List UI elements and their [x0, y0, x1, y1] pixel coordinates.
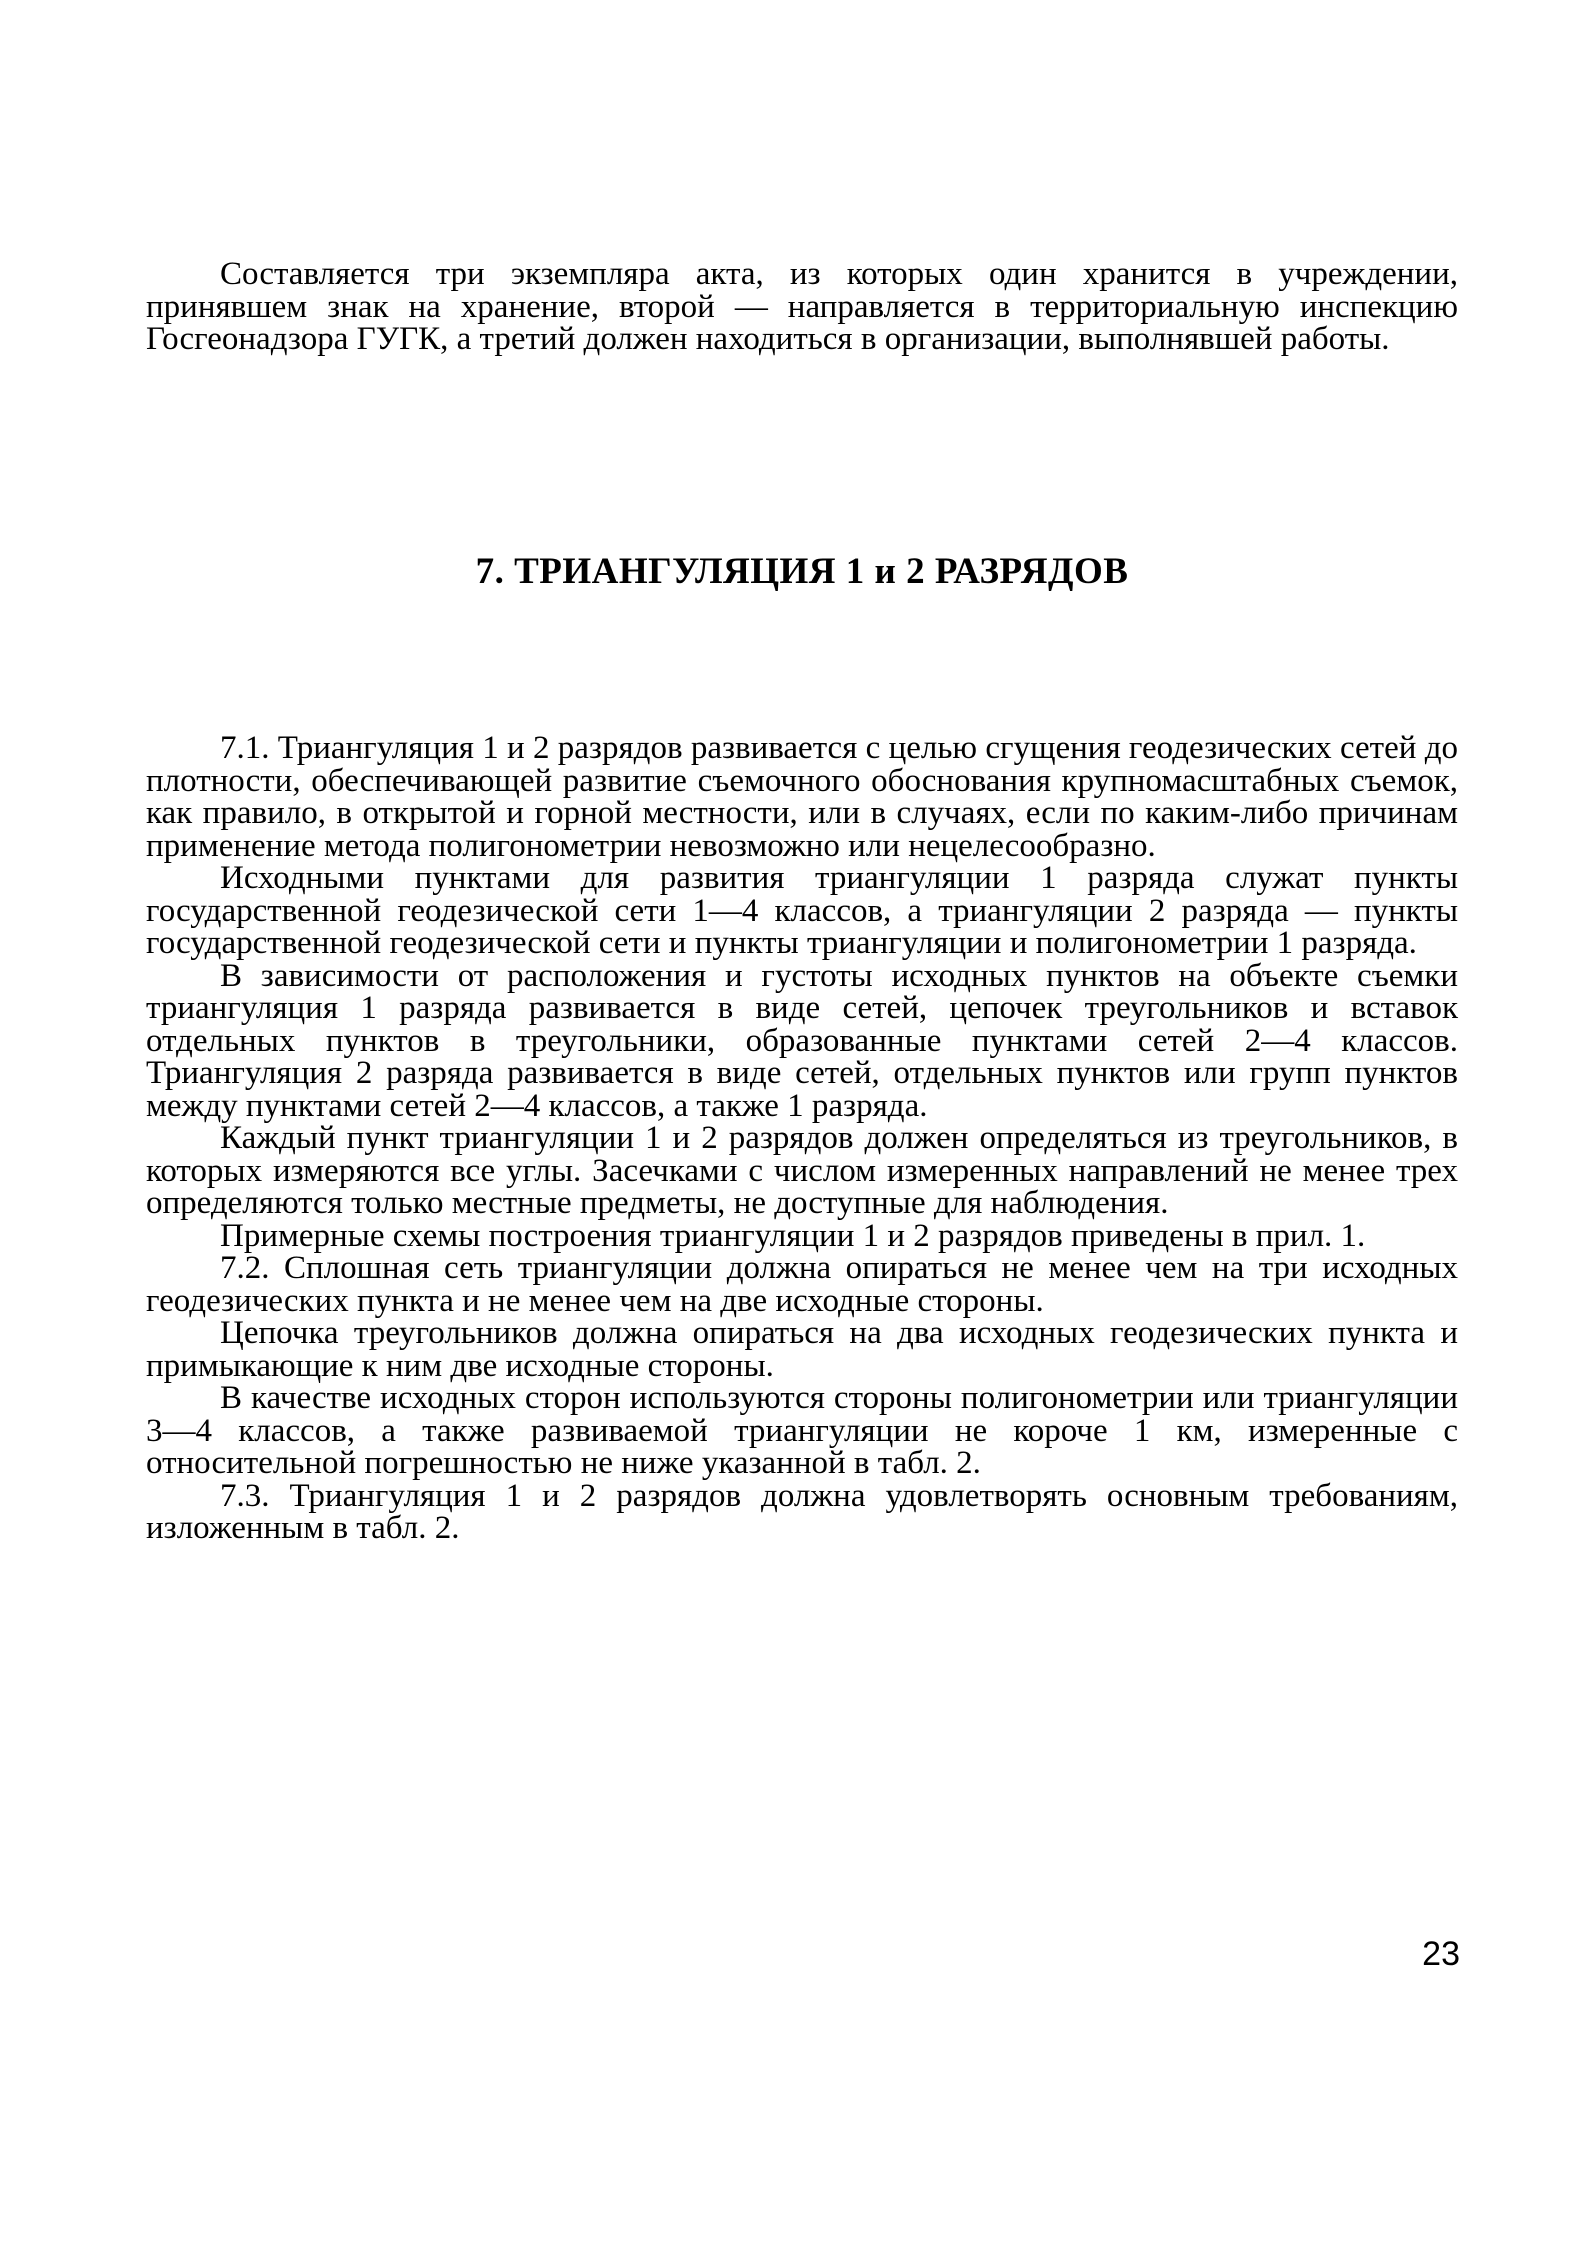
intro-text	[146, 258, 1458, 356]
page-number: 23	[1422, 1935, 1460, 1973]
paragraph-7-3: 7.3. Триангуляция 1 и 2 разрядов должна удовлетворять основным требованиям, изложенным в табл. 2.	[146, 1477, 1458, 1546]
paragraph-source-points: Исходными пунктами для развития триангуляции 1 разряда служат пункты государственной геодезической сети 1—4 классов, а триангуляции 2 разряда — пункты государственной геодезической сети и пункты триангуляции и полигонометрии 1 разряда.	[146, 860, 1458, 961]
intro-paragraph: Составляется три экземпляра акта, из которых один хранится в учреждении, принявшем знак на хранение, второй — направляется в территориальную инспекцию Госгеонадзора ГУГК, а третий должен находиться в организации, выполнявшей работы.	[146, 256, 1458, 357]
paragraph-7-2: 7.2. Сплошная сеть триангуляции должна опираться не менее чем на три исходных геодезических пункта и не менее чем на две исходные стороны.	[146, 1250, 1458, 1319]
paragraph-network-development: В зависимости от расположения и густоты исходных пунктов на объекте съемки триангуляция 1 разряда развивается в виде сетей, цепочек треугольников и вставок отдельных пунктов в треугольники, образованные пунктами сетей 2—4 классов. Триангуляция 2 разряда развивается в виде сетей, отдельных пунктов или групп пунктов между пунктами сетей 2—4 классов, а также 1 разряда.	[146, 957, 1458, 1124]
section-title: 7. ТРИАНГУЛЯЦИЯ 1 и 2 РАЗРЯДОВ	[475, 551, 1129, 592]
paragraph-chain: Цепочка треугольников должна опираться на два исходных геодезических пункта и примыкающие к ним две исходные стороны.	[146, 1315, 1458, 1384]
paragraph-7-1: 7.1. Триангуляция 1 и 2 разрядов развивается с целью сгущения геодезических сетей до плотности, обеспечивающей развитие съемочного обоснования крупномасштабных съемок, как правило, в открытой и горной местности, или в случаях, если по каким-либо причинам применение метода полигонометрии невозможно или нецелесообразно.	[146, 730, 1458, 864]
paragraph-point-determination: Каждый пункт триангуляции 1 и 2 разрядов должен определяться из треугольников, в которых измеряются все углы. Засечками с числом измеренных направлений не менее трех определяются только местные предметы, не доступные для наблюдения.	[146, 1120, 1458, 1221]
paragraph-schemes: Примерные схемы построения триангуляции 1 и 2 разрядов приведены в прил. 1.	[220, 1217, 1366, 1254]
section-body	[146, 732, 1458, 1545]
paragraph-source-sides: В качестве исходных сторон используются стороны полигонометрии или триангуляции 3—4 классов, а также развиваемой триангуляции не короче 1 км, измеренные с относительной погрешностью не ниже указанной в табл. 2.	[146, 1380, 1458, 1481]
